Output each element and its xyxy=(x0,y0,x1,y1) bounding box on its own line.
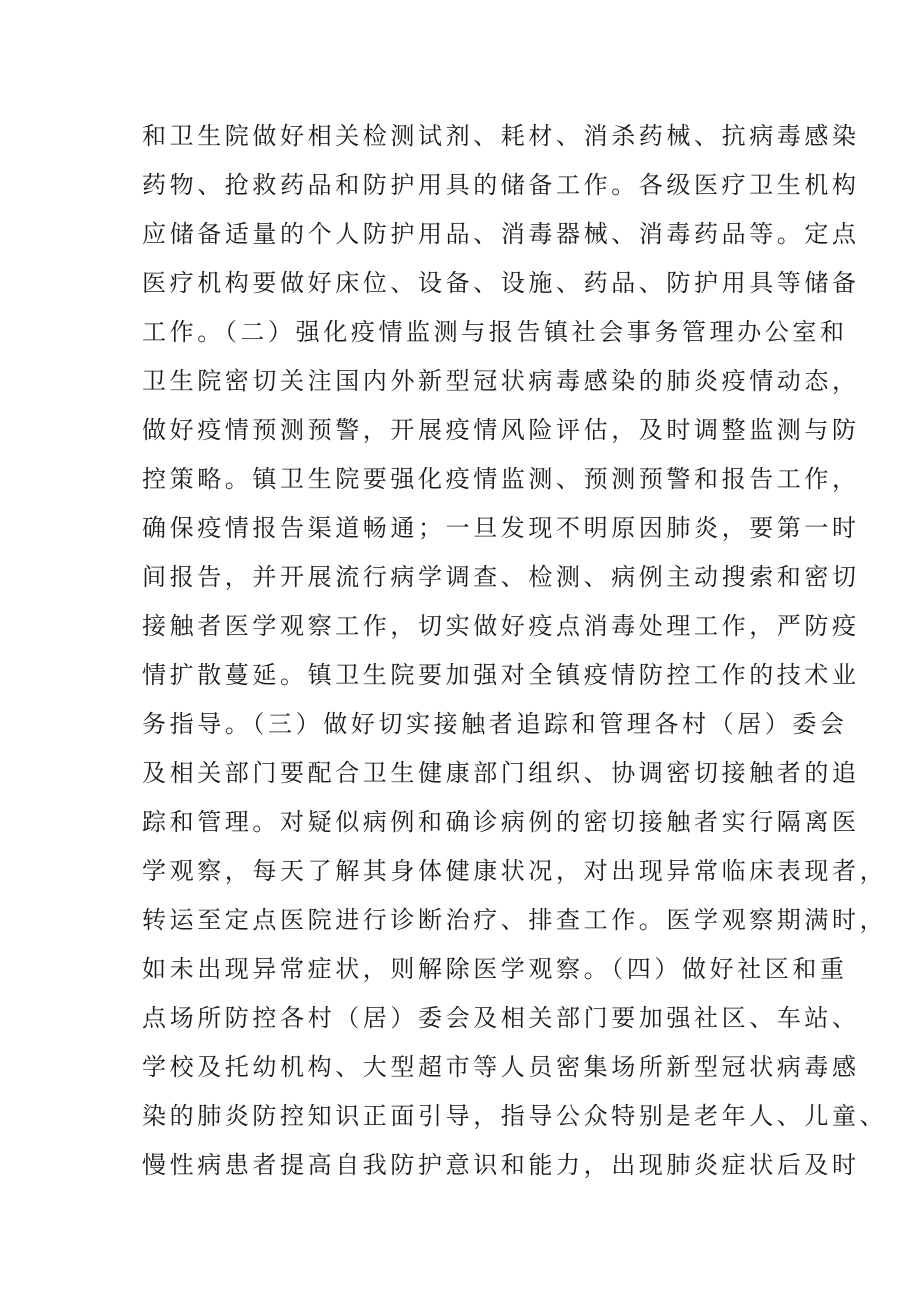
text-line: 医疗机构要做好床位、设备、设施、药品、防护用具等储备 xyxy=(142,269,860,297)
text-line: 如未出现异常症状，则解除医学观察。（四）做好社区和重 xyxy=(142,955,848,983)
text-line: 务指导。（三）做好切实接触者追踪和管理各村（居）委会 xyxy=(142,710,848,738)
text-line: 控策略。镇卫生院要强化疫情监测、预测预警和报告工作， xyxy=(142,465,860,493)
text-line: 卫生院密切关注国内外新型冠状病毒感染的肺炎疫情动态， xyxy=(142,367,860,395)
text-line: 确保疫情报告渠道畅通；一旦发现不明原因肺炎，要第一时 xyxy=(142,514,860,542)
text-line: 应储备适量的个人防护用品、消毒器械、消毒药品等。定点 xyxy=(142,220,860,248)
body-text xyxy=(142,112,888,1190)
text-line: 间报告，并开展流行病学调查、检测、病例主动搜索和密切 xyxy=(142,563,860,591)
text-line: 做好疫情预测预警，开展疫情风险评估，及时调整监测与防 xyxy=(142,416,860,444)
text-line: 慢性病患者提高自我防护意识和能力，出现肺炎症状后及时 xyxy=(142,1151,860,1179)
text-line: 转运至定点医院进行诊断治疗、排查工作。医学观察期满时， xyxy=(142,906,888,934)
text-line: 工作。（二）强化疫情监测与报告镇社会事务管理办公室和 xyxy=(142,318,848,346)
text-line: 踪和管理。对疑似病例和确诊病例的密切接触者实行隔离医 xyxy=(142,808,860,836)
text-line: 染的肺炎防控知识正面引导，指导公众特别是老年人、儿童、 xyxy=(142,1102,888,1130)
text-line: 及相关部门要配合卫生健康部门组织、协调密切接触者的追 xyxy=(142,759,860,787)
text-line: 药物、抢救药品和防护用具的储备工作。各级医疗卫生机构 xyxy=(142,171,860,199)
text-line: 和卫生院做好相关检测试剂、耗材、消杀药械、抗病毒感染 xyxy=(142,122,860,150)
text-line: 点场所防控各村（居）委会及相关部门要加强社区、车站、 xyxy=(142,1004,860,1032)
text-line: 学观察，每天了解其身体健康状况，对出现异常临床表现者， xyxy=(142,857,888,885)
text-line: 学校及托幼机构、大型超市等人员密集场所新型冠状病毒感 xyxy=(142,1053,860,1081)
text-line: 情扩散蔓延。镇卫生院要加强对全镇疫情防控工作的技术业 xyxy=(142,661,860,689)
text-line: 接触者医学观察工作，切实做好疫点消毒处理工作，严防疫 xyxy=(142,612,860,640)
